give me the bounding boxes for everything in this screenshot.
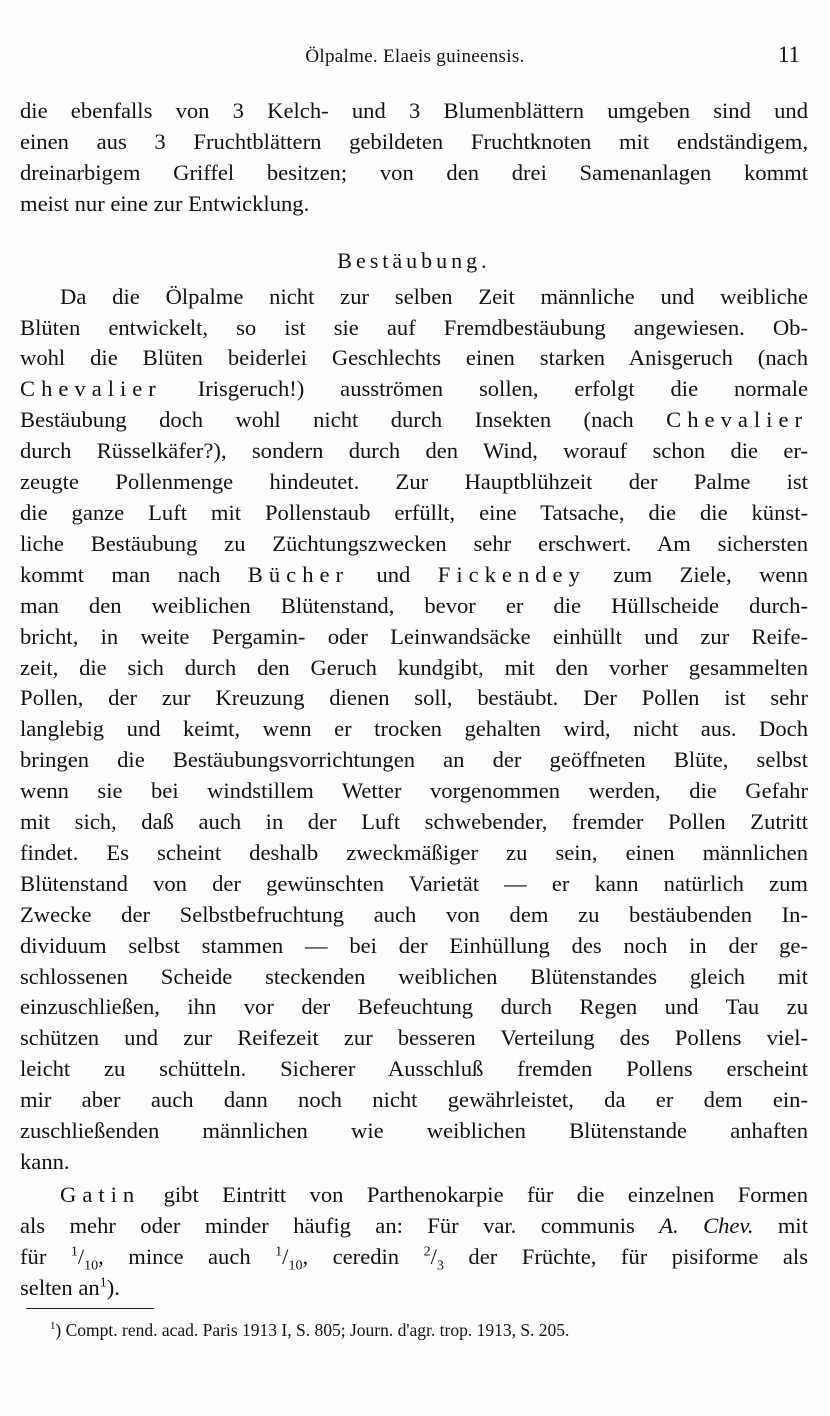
paragraph-continuation: [20, 96, 808, 220]
text-line: einzuschließen, ihn vor der Befeuchtung durch Regen und Tau zu: [20, 994, 808, 1020]
text-line: bringen die Bestäubungsvorrichtungen an der geöffneten Blüte, selbst: [20, 747, 808, 773]
text-span: der Früchte, für pisiforme als: [443, 1243, 808, 1269]
section-heading: Bestäubung.: [337, 247, 491, 273]
paragraph-pollination: [20, 282, 808, 1178]
text-line: durch Rüsselkäfer?), sondern durch den Wind, worauf schon die er-: [20, 438, 808, 464]
text-line: Pollen, der zur Kreuzung dienen soll, bestäubt. Der Pollen ist sehr: [20, 685, 808, 711]
footnote-marker: 1: [50, 1320, 56, 1333]
fraction-slash: /: [430, 1243, 437, 1269]
text-line: [20, 374, 808, 405]
text-line: kann.: [20, 1149, 70, 1174]
text-line: Blüten entwickelt, so ist sie auf Fremdbestäubung angewiesen. Ob-: [20, 314, 808, 340]
text-span: , ceredin: [302, 1243, 424, 1269]
text-span: als mehr oder minder häufig an: Für var. communis: [20, 1212, 660, 1238]
text-line: man den weiblichen Blütenstand, bevor er die Hüllscheide durch-: [20, 592, 808, 618]
text-line: dreinarbigem Griffel besitzen; von den drei Samenanlagen kommt: [20, 159, 808, 185]
text-line: [20, 1242, 808, 1273]
text-line: mit sich, daß auch in der Luft schwebender, fremder Pollen Zutritt: [20, 809, 808, 835]
fraction-denominator: 10: [84, 1258, 99, 1274]
page-header: [0, 40, 830, 74]
text-line: liche Bestäubung zu Züchtungszwecken sehr erschwert. Am sichersten: [20, 530, 808, 556]
text-line: [20, 405, 808, 436]
footnote-reference: 1: [99, 1275, 107, 1291]
text-line: Zwecke der Selbstbefruchtung auch von dem zu bestäubenden In-: [20, 901, 808, 927]
text-line: [20, 1211, 808, 1242]
text-line: zeugte Pollenmenge hindeutet. Zur Hauptblühzeit der Palme ist: [20, 469, 808, 495]
running-title: Ölpalme. Elaeis guineensis.: [305, 46, 525, 67]
text-line: die ebenfalls von 3 Kelch- und 3 Blumenblättern umgeben sind und: [20, 98, 808, 123]
footnote-text: ) Compt. rend. acad. Paris 1913 I, S. 805; Journ. d'agr. trop. 1913, S. 205.: [55, 1320, 570, 1340]
text-line: dividuum selbst stammen — bei der Einhüllung des noch in der ge-: [20, 932, 808, 958]
text-span: , mince auch: [98, 1243, 276, 1269]
author-name: Chevalier: [20, 376, 162, 402]
text-line: schützen und zur Reifezeit zur besseren Verteilung des Pollens viel-: [20, 1025, 808, 1051]
fraction-denominator: 10: [288, 1258, 303, 1274]
author-name: Fickendey: [437, 561, 586, 587]
author-name: Gatin: [60, 1181, 141, 1207]
fraction-slash: /: [77, 1243, 85, 1269]
text-line: meist nur eine zur Entwicklung.: [20, 190, 310, 216]
text-line: Blütenstand von der gewünschten Varietät — er kann natürlich zum: [20, 870, 808, 896]
text-line: zuschließenden männlichen wie weiblichen Blütenstande anhaften: [20, 1118, 808, 1144]
text-line: Da die Ölpalme nicht zur selben Zeit männliche und weibliche: [60, 283, 808, 309]
text-span: ).: [106, 1274, 120, 1300]
author-name: Chevalier: [666, 407, 808, 433]
fraction-numerator: 1: [275, 1244, 283, 1260]
text-line: die ganze Luft mit Pollenstaub erfüllt, eine Tatsache, die die künst-: [20, 499, 808, 525]
text-line: zeit, die sich durch den Geruch kundgibt, mit den vorher gesammelten: [20, 654, 808, 680]
text-line: einen aus 3 Fruchtblättern gebildeten Fruchtknoten mit endständigem,: [20, 128, 808, 154]
fraction-slash: /: [282, 1243, 289, 1269]
text-line: wenn sie bei windstillem Wetter vorgenommen werden, die Gefahr: [20, 778, 808, 804]
text-line: wohl die Blüten beiderlei Geschlechts einen starken Anisgeruch (nach: [20, 345, 808, 371]
text-line: [20, 1273, 808, 1304]
text-line: leicht zu schütteln. Sicherer Ausschluß fremden Pollens erscheint: [20, 1056, 808, 1082]
text-span: zum Ziele, wenn: [585, 561, 809, 587]
footnote: [50, 1316, 790, 1344]
text-line: langlebig und keimt, wenn er trocken gehalten wird, nicht aus. Doch: [20, 716, 808, 742]
text-span: und: [349, 561, 438, 587]
text-span: selten an: [20, 1274, 100, 1300]
page-number: 11: [777, 42, 800, 67]
text-span: Bestäubung doch wohl nicht durch Insekten (nach: [20, 407, 667, 433]
author-abbreviation: A. Chev.: [659, 1212, 754, 1238]
page-body: [20, 96, 808, 1304]
author-name: Bücher: [247, 561, 350, 587]
text-span: mit: [753, 1212, 808, 1238]
text-span: Irisgeruch!) ausströmen sollen, erfolgt die normale: [161, 376, 808, 402]
text-line: findet. Es scheint deshalb zweckmäßiger zu sein, einen männlichen: [20, 839, 808, 865]
text-line: [20, 1180, 808, 1211]
footnote-divider: [26, 1308, 154, 1309]
fraction-numerator: 1: [70, 1244, 78, 1260]
text-line: [20, 560, 808, 591]
fraction-numerator: 2: [423, 1244, 431, 1260]
text-line: mir aber auch dann noch nicht gewährleistet, da er dem ein-: [20, 1087, 808, 1113]
text-line: schlossenen Scheide steckenden weiblichen Blütenstandes gleich mit: [20, 963, 808, 989]
text-span: kommt man nach: [20, 561, 248, 587]
paragraph-parthenocarpy: [20, 1180, 808, 1304]
text-span: für: [20, 1243, 71, 1269]
text-line: bricht, in weite Pergamin- oder Leinwandsäcke einhüllt und zur Reife-: [20, 623, 808, 649]
fraction-denominator: 3: [436, 1258, 444, 1274]
text-span: gibt Eintritt von Parthenokarpie für die einzelnen Formen: [140, 1181, 808, 1207]
